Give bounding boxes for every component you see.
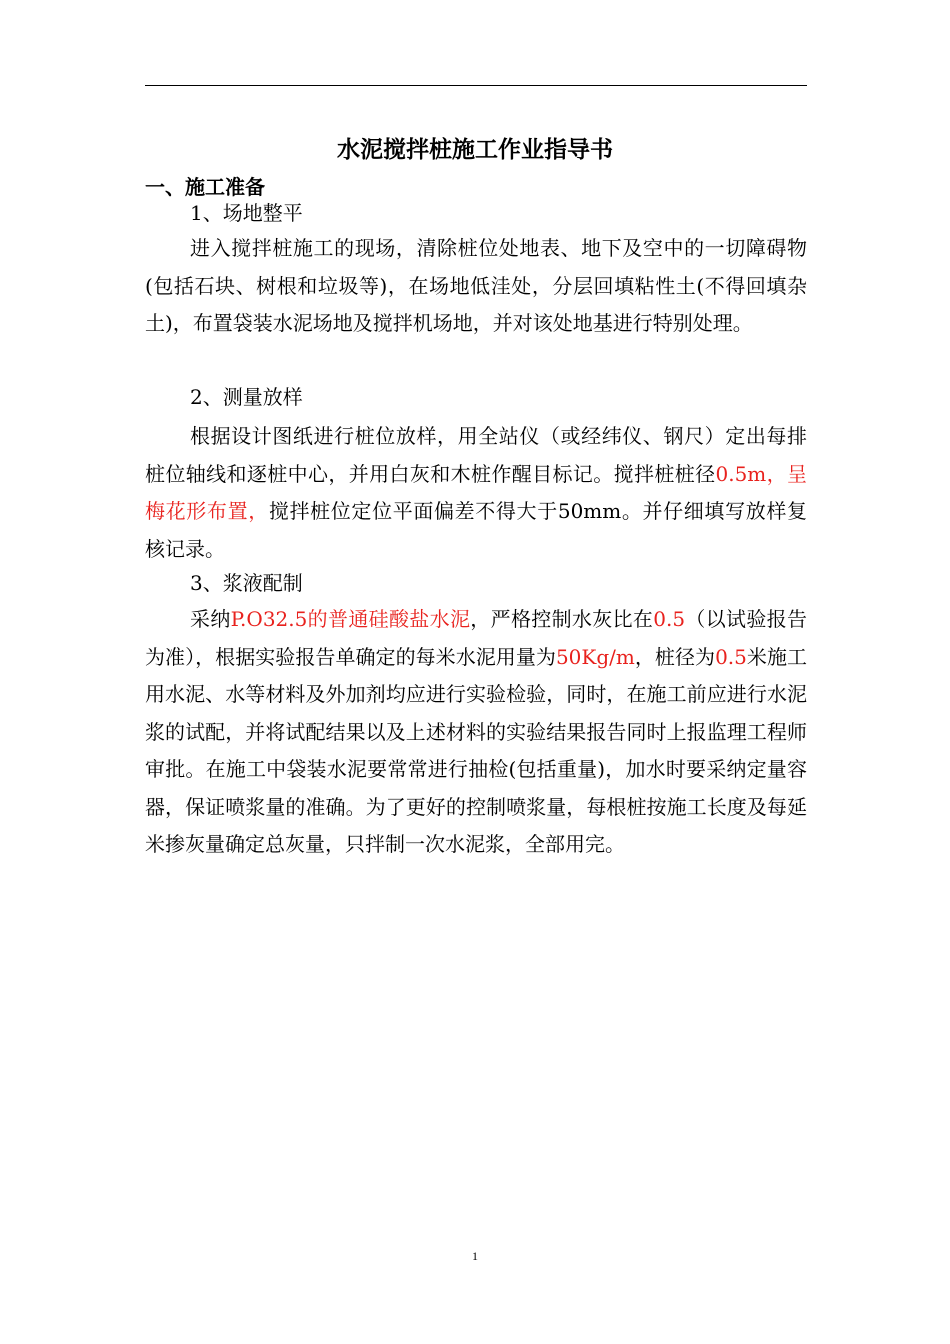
slurry-text-5: 米施工用水泥、水等材料及外加剂均应进行实验检验，同时，在施工前应进行水泥浆的试配，并将试配结果以及上述材料的实验结果报告同时上报监理工程师审批。在施工中袋装水泥要常常进行抽检(包括重量)，加水时要采纳定量容器，保证喷浆量的准确。为了更好的控制喷浆量，每根桩按施工长度及每延米掺灰量确定总灰量，只拌制一次水泥浆，全部用完。 [145,644,808,856]
slurry-highlight-diameter: 0.5 [715,644,747,669]
section-heading: 一、施工准备 [145,175,265,199]
paragraph-slurry [145,601,807,864]
survey-text-b: 搅拌桩位定位平面偏差不得大于50mm。并仔细填写放样复核记录。 [145,499,807,561]
slurry-text-4: ，桩径为 [634,644,716,669]
slurry-text-3: （以试验报告为准），根据实验报告单确定的每米水泥用量为 [145,607,808,669]
slurry-text-2: ，严格控制水灰比在 [470,607,654,631]
paragraph-survey [145,418,807,568]
slurry-highlight-cement: P.O32.5的普通硅酸盐水泥 [230,607,471,631]
slurry-text-1: 采纳 [190,607,231,631]
survey-text-a: 根据设计图纸进行桩位放样，用全站仪（或经纬仪、钢尺）定出每排桩位轴线和逐桩中心，并用白灰和木桩作醒目标记。搅拌桩桩径 [145,424,807,486]
subsection-heading-survey: 2、测量放样 [190,385,303,409]
survey-highlight-diameter: 0.5m，呈梅花形布置， [145,461,808,523]
page-number: 1 [472,1249,478,1263]
slurry-highlight-ratio: 0.5 [653,607,686,631]
subsection-heading-site-leveling: 1、场地整平 [190,201,303,225]
slurry-highlight-dosage: 50Kg/m [555,644,635,669]
subsection-heading-slurry: 3、浆液配制 [190,571,303,595]
document-title: 水泥搅拌桩施工作业指导书 [337,137,613,163]
paragraph-site-leveling: 进入搅拌桩施工的现场，清除桩位处地表、地下及空中的一切障碍物(包括石块、树根和垃圾等)，在场地低洼处，分层回填粘性土(不得回填杂土)，布置袋装水泥场地及搅拌机场地，并对该处地基进行特别处理。 [145,236,807,335]
header-rule [145,85,807,86]
